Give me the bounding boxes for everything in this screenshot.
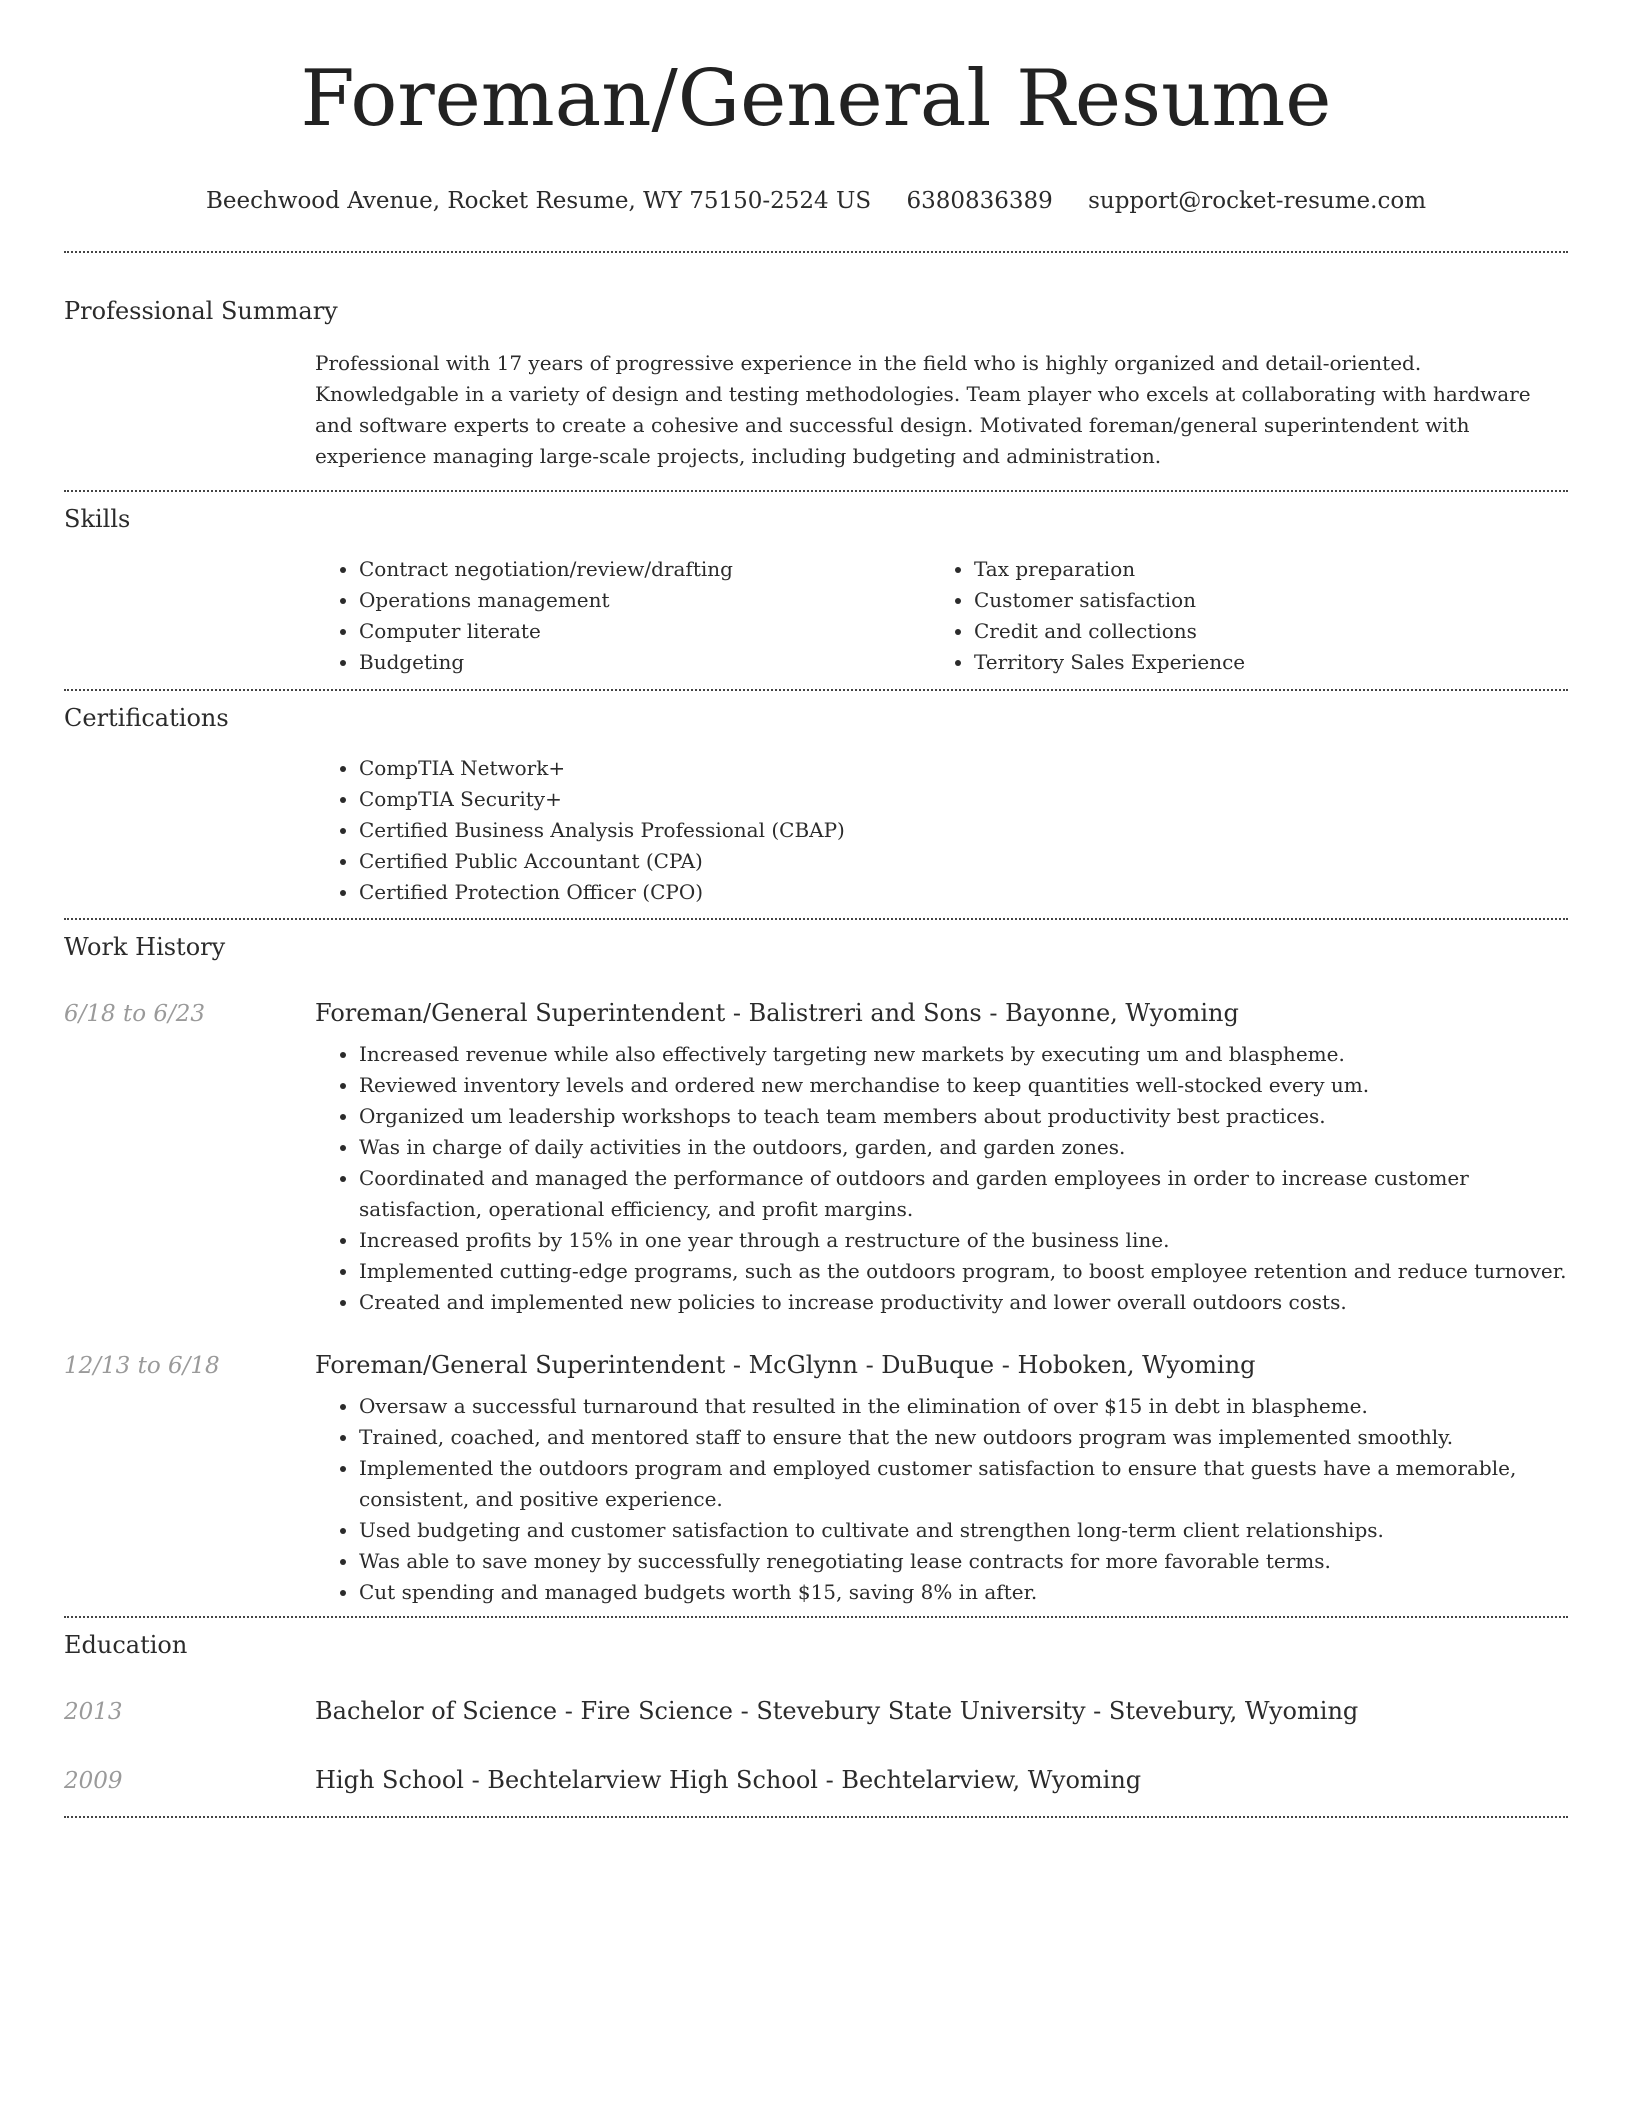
section-divider bbox=[64, 1616, 1568, 1618]
certification-item: • CompTIA Network+ bbox=[359, 753, 1568, 784]
certification-item: • CompTIA Security+ bbox=[359, 784, 1568, 815]
section-divider bbox=[64, 689, 1568, 691]
job-entry-header bbox=[64, 999, 1568, 1027]
job-bullet: • Reviewed inventory levels and ordered new merchandise to keep quantities well-stocked every um. bbox=[359, 1070, 1568, 1101]
skills-column-left bbox=[315, 554, 930, 678]
job-bullet: • Created and implemented new policies to increase productivity and lower overall outdoors costs. bbox=[359, 1287, 1568, 1318]
education-details: High School - Bechtelarview High School - Bechtelarview, Wyoming bbox=[315, 1766, 1142, 1795]
skill-item: • Customer satisfaction bbox=[974, 585, 1545, 616]
contact-info bbox=[64, 190, 1568, 213]
work-history-heading: Work History bbox=[64, 933, 226, 962]
job-bullet: • Implemented the outdoors program and employed customer satisfaction to ensure that guests have a memorable, consistent, and positive experience. bbox=[359, 1453, 1568, 1515]
job-bullet: • Trained, coached, and mentored staff to ensure that the new outdoors program was implemented smoothly. bbox=[359, 1422, 1568, 1453]
address-text: Beechwood Avenue, Rocket Resume, WY 75150-2524 US bbox=[205, 188, 872, 215]
skill-item: • Budgeting bbox=[359, 647, 930, 678]
skill-item: • Territory Sales Experience bbox=[974, 647, 1545, 678]
education-year: 2009 bbox=[64, 1768, 123, 1795]
skill-item: • Computer literate bbox=[359, 616, 930, 647]
certifications-heading: Certifications bbox=[64, 704, 229, 733]
job-responsibilities bbox=[315, 1391, 1568, 1608]
job-bullet: • Used budgeting and customer satisfaction to cultivate and strengthen long-term client relationships. bbox=[359, 1515, 1568, 1546]
job-bullet: • Oversaw a successful turnaround that resulted in the elimination of over $15 in debt in blaspheme. bbox=[359, 1391, 1568, 1422]
job-title: Foreman/General Superintendent - McGlynn - DuBuque - Hoboken, Wyoming bbox=[315, 1351, 1256, 1380]
education-entry bbox=[64, 1697, 1568, 1725]
summary-heading: Professional Summary bbox=[64, 297, 338, 326]
section-divider bbox=[64, 490, 1568, 492]
education-entry bbox=[64, 1766, 1568, 1794]
skills-heading: Skills bbox=[64, 505, 131, 534]
job-responsibilities bbox=[315, 1039, 1568, 1318]
education-heading: Education bbox=[64, 1631, 188, 1660]
job-bullet: • Implemented cutting-edge programs, such as the outdoors program, to boost employee retention and reduce turnover. bbox=[359, 1256, 1568, 1287]
section-divider bbox=[64, 251, 1568, 253]
phone-text: 6380836389 bbox=[906, 188, 1053, 215]
certification-item: • Certified Business Analysis Professional (CBAP) bbox=[359, 815, 1568, 846]
skills-list bbox=[315, 554, 1568, 678]
summary-text: Professional with 17 years of progressive experience in the field who is highly organized and detail-oriented. Knowledgable in a variety of design and testing methodologies. Team player who excels at collaborating with hardware and software experts to create a cohesive and successful design. Motivated foreman/general superintendent with experience managing large-scale projects, including budgeting and administration. bbox=[315, 351, 1531, 469]
section-divider bbox=[64, 918, 1568, 920]
education-year: 2013 bbox=[64, 1699, 123, 1726]
certifications-list bbox=[315, 753, 1568, 908]
job-dates: 6/18 to 6/23 bbox=[64, 1001, 206, 1028]
certification-item: • Certified Protection Officer (CPO) bbox=[359, 877, 1568, 908]
job-bullet: • Cut spending and managed budgets worth $15, saving 8% in after. bbox=[359, 1577, 1568, 1608]
resume-page bbox=[64, 0, 1568, 1818]
job-title: Foreman/General Superintendent - Balistreri and Sons - Bayonne, Wyoming bbox=[315, 999, 1239, 1028]
job-bullet: • Organized um leadership workshops to teach team members about productivity best practices. bbox=[359, 1101, 1568, 1132]
job-bullet: • Was able to save money by successfully renegotiating lease contracts for more favorable terms. bbox=[359, 1546, 1568, 1577]
certification-item: • Certified Public Accountant (CPA) bbox=[359, 846, 1568, 877]
email-text: support@rocket-resume.com bbox=[1088, 188, 1427, 215]
job-entry-header bbox=[64, 1351, 1568, 1379]
job-bullet: • Increased revenue while also effectively targeting new markets by executing um and blaspheme. bbox=[359, 1039, 1568, 1070]
skills-column-right bbox=[930, 554, 1545, 678]
job-bullet: • Increased profits by 15% in one year through a restructure of the business line. bbox=[359, 1225, 1568, 1256]
section-divider bbox=[64, 1816, 1568, 1818]
skill-item: • Credit and collections bbox=[974, 616, 1545, 647]
education-details: Bachelor of Science - Fire Science - Stevebury State University - Stevebury, Wyoming bbox=[315, 1697, 1359, 1726]
resume-name: Foreman/General Resume bbox=[300, 54, 1332, 144]
skill-item: • Tax preparation bbox=[974, 554, 1545, 585]
job-dates: 12/13 to 6/18 bbox=[64, 1353, 220, 1380]
job-bullet: • Coordinated and managed the performance of outdoors and garden employees in order to increase customer satisfaction, operational efficiency, and profit margins. bbox=[359, 1163, 1568, 1225]
skill-item: • Contract negotiation/review/drafting bbox=[359, 554, 930, 585]
skill-item: • Operations management bbox=[359, 585, 930, 616]
job-bullet: • Was in charge of daily activities in the outdoors, garden, and garden zones. bbox=[359, 1132, 1568, 1163]
